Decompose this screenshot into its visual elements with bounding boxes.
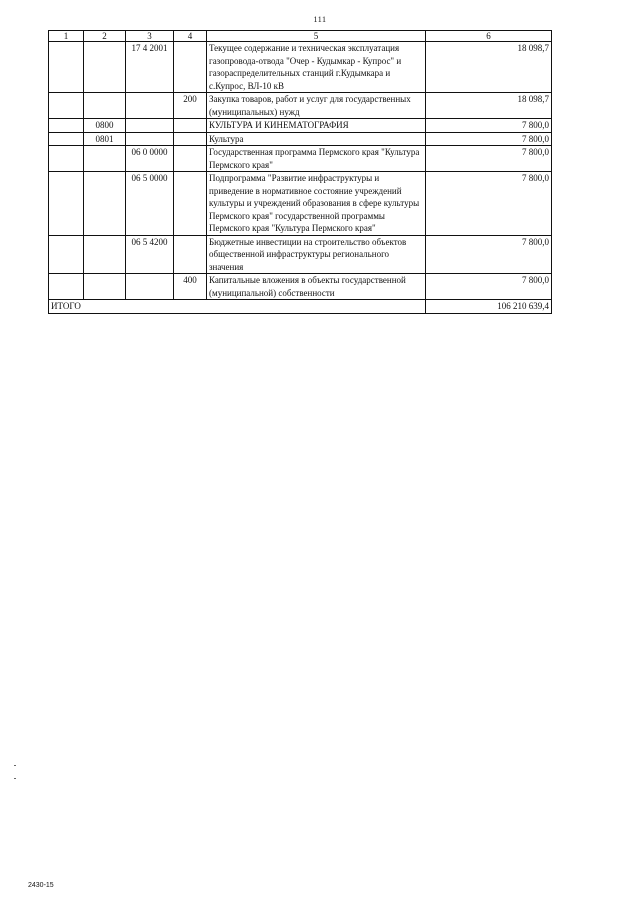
cell-subsection xyxy=(84,93,126,119)
page-number: 111 xyxy=(313,15,327,24)
column-header-1: 1 xyxy=(49,31,84,42)
cell-expense-type xyxy=(174,146,207,172)
table-header-row xyxy=(49,31,552,42)
cell-amount: 18 098,7 xyxy=(426,93,552,119)
cell-subsection: 0801 xyxy=(84,132,126,146)
scan-speck xyxy=(14,778,16,779)
cell-amount: 7 800,0 xyxy=(426,119,552,133)
cell-target-article xyxy=(126,93,174,119)
total-amount: 106 210 639,4 xyxy=(426,300,552,314)
cell-section xyxy=(49,132,84,146)
cell-target-article: 06 5 4200 xyxy=(126,235,174,274)
column-header-6: 6 xyxy=(426,31,552,42)
cell-name: Подпрограмма "Развитие инфраструктуры и приведение в нормативное состояние учреждений культуры и учреждений образования в сфере культуры Пермского края" государственной программы Пермского края "Культура Пермского края" xyxy=(207,172,426,236)
cell-expense-type xyxy=(174,235,207,274)
cell-amount: 18 098,7 xyxy=(426,42,552,93)
table-row xyxy=(49,274,552,300)
cell-target-article xyxy=(126,119,174,133)
cell-subsection xyxy=(84,235,126,274)
cell-section xyxy=(49,93,84,119)
cell-name: Бюджетные инвестиции на строительство объектов общественной инфраструктуры регионального значения xyxy=(207,235,426,274)
cell-amount: 7 800,0 xyxy=(426,274,552,300)
cell-expense-type xyxy=(174,119,207,133)
cell-subsection xyxy=(84,274,126,300)
table-row xyxy=(49,93,552,119)
cell-expense-type xyxy=(174,172,207,236)
cell-amount: 7 800,0 xyxy=(426,235,552,274)
table-row xyxy=(49,146,552,172)
cell-target-article: 06 0 0000 xyxy=(126,146,174,172)
cell-name: Культура xyxy=(207,132,426,146)
table-row xyxy=(49,42,552,93)
cell-section xyxy=(49,119,84,133)
table-row xyxy=(49,119,552,133)
cell-name: Капитальные вложения в объекты государственной (муниципальной) собственности xyxy=(207,274,426,300)
cell-section xyxy=(49,172,84,236)
cell-amount: 7 800,0 xyxy=(426,132,552,146)
cell-target-article: 17 4 2001 xyxy=(126,42,174,93)
cell-amount: 7 800,0 xyxy=(426,172,552,236)
column-header-5: 5 xyxy=(207,31,426,42)
table-row xyxy=(49,132,552,146)
cell-section xyxy=(49,146,84,172)
cell-expense-type: 400 xyxy=(174,274,207,300)
cell-target-article xyxy=(126,132,174,146)
cell-target-article: 06 5 0000 xyxy=(126,172,174,236)
cell-expense-type: 200 xyxy=(174,93,207,119)
cell-name: Текущее содержание и техническая эксплуатация газопровода-отвода "Очер - Кудымкар - Купрос" и газораспределительных станций г.Кудымкара и с.Купрос, ВЛ-10 кВ xyxy=(207,42,426,93)
table-row xyxy=(49,172,552,236)
cell-name: Государственная программа Пермского края "Культура Пермского края" xyxy=(207,146,426,172)
cell-target-article xyxy=(126,274,174,300)
cell-section xyxy=(49,274,84,300)
cell-subsection xyxy=(84,172,126,236)
total-label: ИТОГО xyxy=(49,300,426,314)
document-code: 2430-15 xyxy=(28,882,54,889)
budget-table xyxy=(48,30,552,314)
column-header-4: 4 xyxy=(174,31,207,42)
cell-expense-type xyxy=(174,132,207,146)
cell-name: КУЛЬТУРА И КИНЕМАТОГРАФИЯ xyxy=(207,119,426,133)
total-row xyxy=(49,300,552,314)
cell-name: Закупка товаров, работ и услуг для государственных (муниципальных) нужд xyxy=(207,93,426,119)
table-row xyxy=(49,235,552,274)
cell-subsection xyxy=(84,42,126,93)
cell-expense-type xyxy=(174,42,207,93)
cell-subsection xyxy=(84,146,126,172)
scan-speck xyxy=(14,765,16,766)
cell-subsection: 0800 xyxy=(84,119,126,133)
cell-section xyxy=(49,42,84,93)
cell-amount: 7 800,0 xyxy=(426,146,552,172)
column-header-2: 2 xyxy=(84,31,126,42)
column-header-3: 3 xyxy=(126,31,174,42)
cell-section xyxy=(49,235,84,274)
